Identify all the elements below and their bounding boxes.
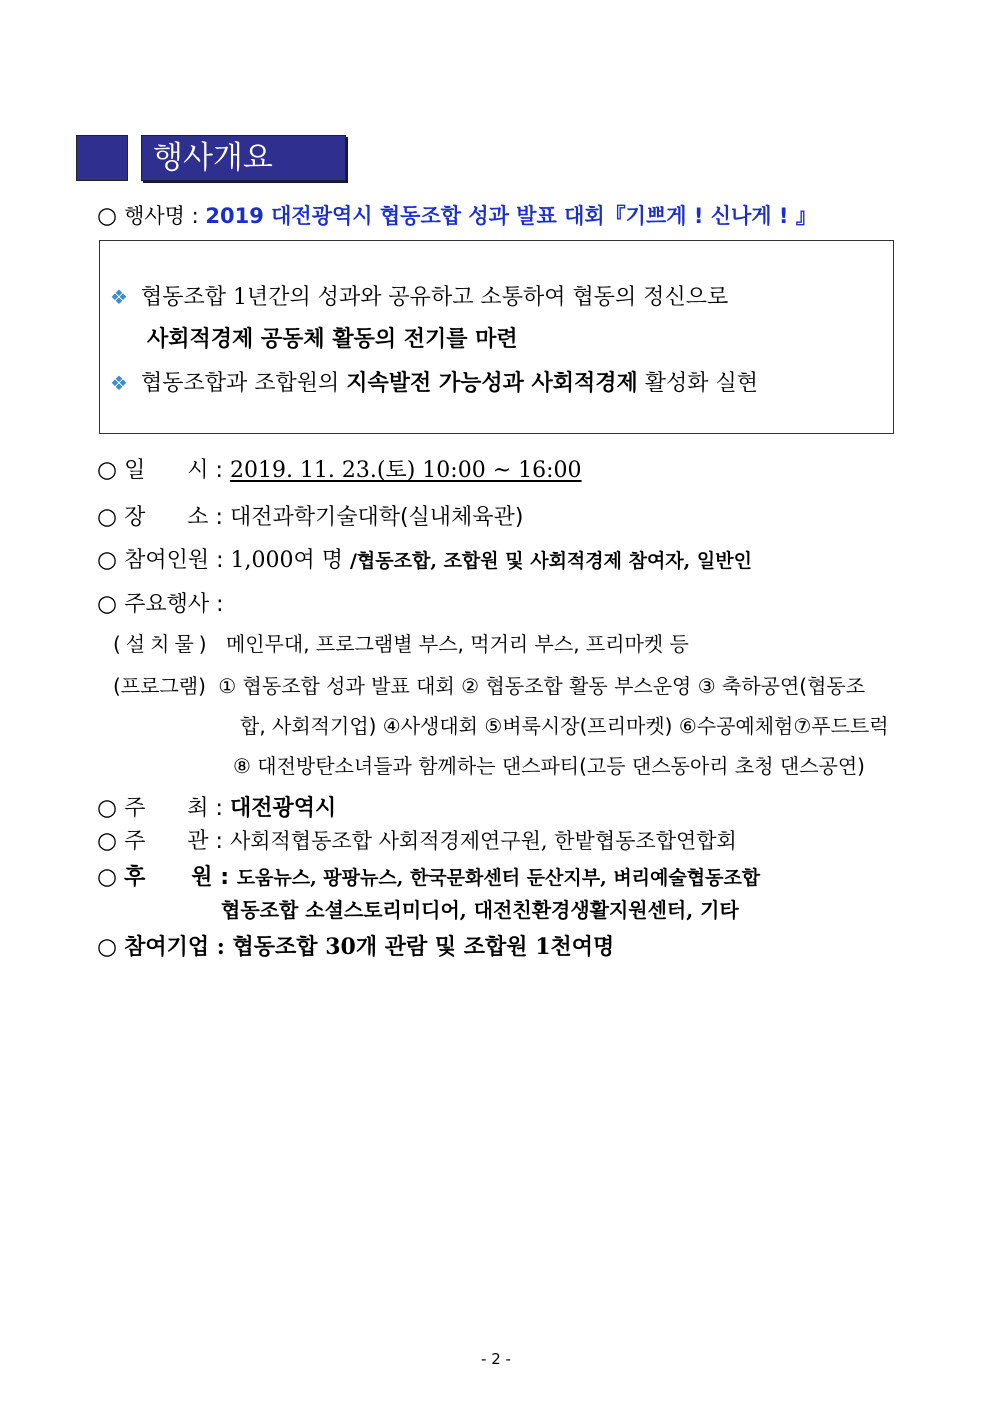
facilities-value: 메인무대, 프로그램별 부스, 먹거리 부스, 프리마켓 등 <box>225 632 689 656</box>
event-name-row <box>97 200 817 230</box>
program-line-3: ⑧ 대전방탄소녀들과 함께하는 댄스파티(고등 댄스동아리 초청 댄스공연) <box>233 754 865 778</box>
organizer-row <box>97 824 737 855</box>
sponsor-row <box>97 860 760 891</box>
circle-bullet-icon: ○ <box>97 864 118 890</box>
sponsor-line-1: 도움뉴스, 팡팡뉴스, 한국문화센터 둔산지부, 벼리예술협동조합 <box>236 867 761 889</box>
purpose-item-2-pre: 협동조합과 조합원의 <box>140 371 347 396</box>
participants-label: 참여인원 : <box>124 548 231 573</box>
date-label: 일 시 : <box>124 458 230 483</box>
participants-detail: /협동조합, 조합원 및 사회적경제 참여자, 일반인 <box>349 550 752 572</box>
program-row <box>113 670 865 699</box>
date-value: 2019. 11. 23.(토) 10:00 ~ 16:00 <box>229 458 582 483</box>
program-label: (프로그램) <box>113 674 206 698</box>
facilities-row <box>113 628 689 657</box>
section-title: 행사개요 <box>153 140 273 176</box>
purpose-item-2-bold: 지속발전 가능성과 사회적경제 <box>346 370 638 396</box>
date-row <box>97 453 582 484</box>
event-name-value: 2019 대전광역시 협동조합 성과 발표 대회『기쁘게 ! 신나게 ! 』 <box>205 204 817 228</box>
circle-bullet-icon: ○ <box>97 457 118 483</box>
circle-bullet-icon: ○ <box>97 547 118 573</box>
purpose-item-1 <box>110 280 728 311</box>
purpose-item-1-line2: 사회적경제 공동체 활동의 전기를 마련 <box>147 326 518 352</box>
sponsor-label: 후 원 : <box>124 865 237 890</box>
purpose-item-2-post: 활성화 실현 <box>637 371 759 396</box>
page-number: - 2 - <box>481 1350 511 1368</box>
place-label: 장 소 : <box>124 505 230 530</box>
circle-bullet-icon: ○ <box>97 828 118 854</box>
purpose-item-1-text: 협동조합 1년간의 성과와 공유하고 소통하여 협동의 정신으로 <box>140 285 729 310</box>
participants-value: 1,000여 명 <box>230 548 350 573</box>
circle-bullet-icon: ○ <box>97 934 118 960</box>
place-value: 대전과학기술대학(실내체육관) <box>229 505 524 530</box>
event-name-label: 행사명 : <box>124 204 206 228</box>
sponsor-line-2: 협동조합 소셜스토리미디어, 대전친환경생활지원센터, 기타 <box>221 898 739 922</box>
program-line-1: ① 협동조합 성과 발표 대회 ② 협동조합 활동 부스운영 ③ 축하공연(협동조 <box>218 674 866 698</box>
place-row <box>97 500 523 531</box>
diamond-bullet-icon: ❖ <box>110 371 128 395</box>
main-events-row <box>97 587 224 618</box>
host-label: 주 최 : <box>124 796 230 821</box>
companies-row <box>97 930 614 961</box>
circle-bullet-icon: ○ <box>97 504 118 530</box>
organizer-label: 주 관 : <box>124 829 230 854</box>
diamond-bullet-icon: ❖ <box>110 285 128 309</box>
program-line-2: 합, 사회적기업) ④사생대회 ⑤벼룩시장(프리마켓) ⑥수공예체험⑦푸드트럭 <box>240 714 889 738</box>
circle-bullet-icon: ○ <box>97 203 118 229</box>
participants-row <box>97 543 752 574</box>
host-row <box>97 791 336 822</box>
section-marker-square <box>76 135 128 181</box>
facilities-label: (설치물) <box>113 632 212 656</box>
organizer-value: 사회적협동조합 사회적경제연구원, 한밭협동조합연합회 <box>229 829 737 853</box>
host-value: 대전광역시 <box>229 795 337 821</box>
circle-bullet-icon: ○ <box>97 795 118 821</box>
companies-label: 참여기업 : <box>124 934 233 960</box>
purpose-item-2 <box>110 366 758 397</box>
companies-value: 협동조합 30개 관람 및 조합원 1천여명 <box>232 934 615 960</box>
main-events-label: 주요행사 : <box>124 592 224 617</box>
circle-bullet-icon: ○ <box>97 591 118 617</box>
